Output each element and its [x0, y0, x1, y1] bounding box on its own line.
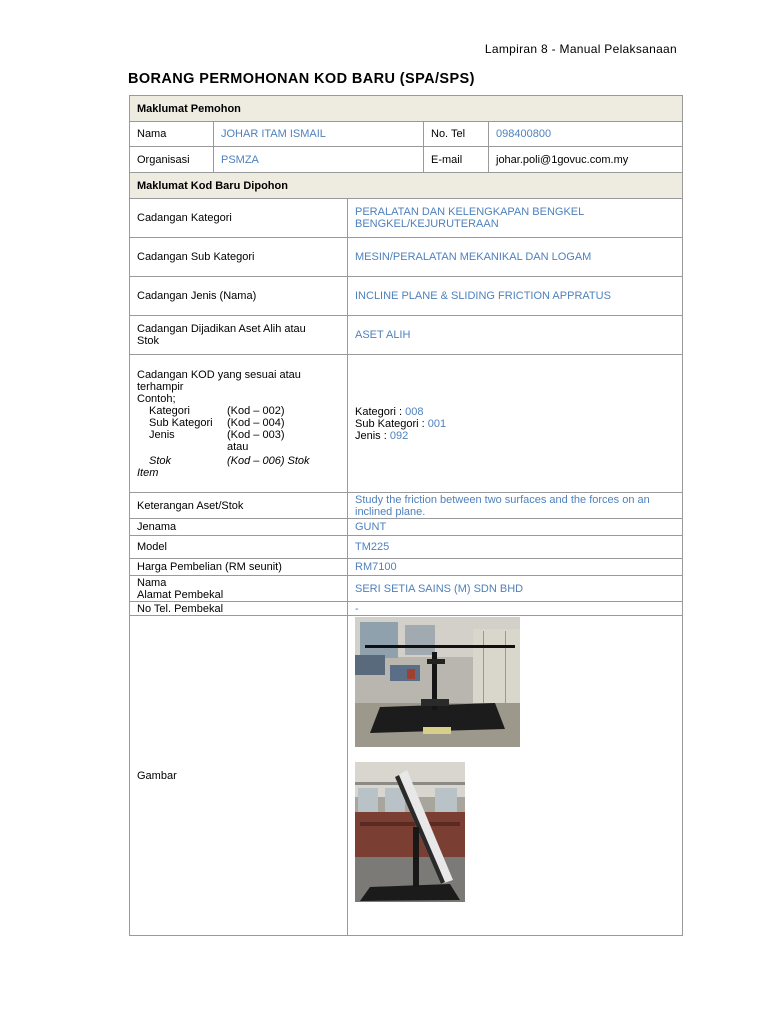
aset-label — [130, 316, 348, 355]
table-row — [130, 238, 683, 277]
example-line: Stok (Kod – 006) Stok — [149, 454, 310, 467]
table-row — [130, 616, 683, 936]
jenis-label: Cadangan Jenis (Nama) — [130, 277, 348, 316]
notel-pembekal-label: No Tel. Pembekal — [130, 602, 348, 616]
table-row — [130, 147, 683, 173]
table-row — [130, 519, 683, 536]
jenis-value: INCLINE PLANE & SLIDING FRICTION APPRATUS — [348, 277, 683, 316]
table-row — [130, 199, 683, 238]
product-photo-incline-plane-side — [355, 762, 465, 902]
organisasi-value: PSMZA — [214, 147, 424, 173]
pembekal-label-line: Nama — [137, 576, 167, 589]
aset-label-line: Stok — [137, 335, 160, 347]
table-row — [130, 355, 683, 493]
model-label: Model — [130, 536, 348, 559]
example-line: Kategori (Kod – 002) — [149, 404, 285, 417]
notel-label: No. Tel — [424, 122, 489, 147]
example-line: Jenis (Kod – 003) — [149, 428, 285, 441]
table-row — [130, 493, 683, 519]
kod-value — [348, 355, 683, 493]
kod-label-line: Cadangan KOD yang sesuai atau — [137, 368, 301, 381]
kod-kategori: Kategori : 008 — [355, 405, 424, 418]
table-row — [130, 122, 683, 147]
harga-label: Harga Pembelian (RM seunit) — [130, 559, 348, 576]
nama-label: Nama — [130, 122, 214, 147]
pembekal-value: SERI SETIA SAINS (M) SDN BHD — [348, 576, 683, 602]
kod-subkategori: Sub Kategori : 001 — [355, 417, 447, 430]
table-row — [130, 576, 683, 602]
table-row — [130, 602, 683, 616]
table-row — [130, 277, 683, 316]
email-label: E-mail — [424, 147, 489, 173]
kategori-value — [348, 199, 683, 238]
application-form-table — [129, 95, 683, 936]
keterangan-label: Keterangan Aset/Stok — [130, 493, 348, 519]
organisasi-label: Organisasi — [130, 147, 214, 173]
subkategori-label: Cadangan Sub Kategori — [130, 238, 348, 277]
table-row — [130, 316, 683, 355]
nama-value: JOHAR ITAM ISMAIL — [214, 122, 424, 147]
model-value: TM225 — [348, 536, 683, 559]
aset-label-line: Cadangan Dijadikan Aset Alih atau — [137, 323, 306, 335]
kategori-value-line: PERALATAN DAN KELENGKAPAN BENGKEL — [355, 206, 585, 218]
example-line: atau — [227, 440, 249, 453]
notel-value: 098400800 — [489, 122, 683, 147]
jenama-label: Jenama — [130, 519, 348, 536]
harga-value: RM7100 — [348, 559, 683, 576]
table-row — [130, 559, 683, 576]
email-value: johar.poli@1govuc.com.my — [489, 147, 683, 173]
gambar-label: Gambar — [130, 616, 348, 936]
kod-label-line: terhampir — [137, 380, 184, 393]
keterangan-value-line: Study the friction between two surfaces and the forces on an — [355, 493, 650, 506]
section-header-kod — [130, 173, 683, 199]
jenama-value: GUNT — [348, 519, 683, 536]
example-item: Item — [137, 466, 159, 479]
page-header-note: Lampiran 8 - Manual Pelaksanaan — [484, 42, 677, 56]
keterangan-value — [348, 493, 683, 519]
example-line: Sub Kategori (Kod – 004) — [149, 416, 285, 429]
kod-label — [130, 355, 348, 493]
pembekal-label-line: Alamat Pembekal — [137, 588, 224, 601]
pembekal-label — [130, 576, 348, 602]
subkategori-value: MESIN/PERALATAN MEKANIKAL DAN LOGAM — [348, 238, 683, 277]
table-row — [130, 536, 683, 559]
section-title: Maklumat Kod Baru Dipohon — [130, 173, 683, 199]
kategori-label: Cadangan Kategori — [130, 199, 348, 238]
keterangan-value-line: inclined plane. — [355, 505, 426, 518]
section-title: Maklumat Pemohon — [130, 96, 683, 122]
contoh-label: Contoh; — [137, 392, 176, 405]
aset-value: ASET ALIH — [348, 316, 683, 355]
kod-jenis: Jenis : 092 — [355, 429, 409, 442]
section-header-pemohon — [130, 96, 683, 122]
gambar-cell — [348, 616, 683, 936]
notel-pembekal-value: - — [348, 602, 683, 616]
kategori-value-line: BENGKEL/KEJURUTERAAN — [355, 218, 499, 230]
product-photo-incline-plane-front — [355, 617, 520, 747]
form-title: BORANG PERMOHONAN KOD BARU (SPA/SPS) — [128, 71, 475, 87]
